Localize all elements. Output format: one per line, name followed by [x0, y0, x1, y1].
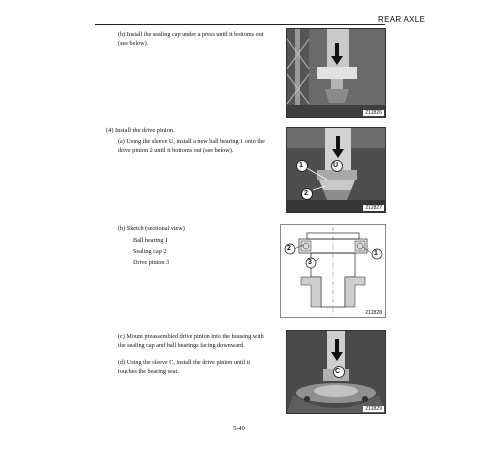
step-install-with-sleeve-c: (d) Using the sleeve C, install the drive pinion until it touches the bearing seat.: [118, 359, 251, 375]
callout-sleeve-c: C: [335, 368, 341, 375]
step-mount-pinion: (c) Mount preassembled drive pinion into the housing with the sealing cap and ball bearings facing downward.: [118, 333, 264, 349]
step-install-drive-pinion: (4) Install the drive pinion.: [106, 127, 175, 134]
sectional-view-sketch: [280, 224, 386, 318]
photo-sleeve-c-install: [286, 330, 386, 414]
sketch-legend: [133, 235, 169, 268]
callout-ball-bearing: 1: [374, 250, 378, 257]
figure-code: 212827: [365, 205, 382, 211]
callout-sealing-cap: 2: [287, 245, 291, 252]
figure-code: 212829: [365, 406, 382, 412]
legend-drive-pinion: Drive pinion 3: [133, 259, 170, 266]
header-rule: [95, 24, 385, 25]
callout-sleeve-u: U: [333, 162, 339, 169]
section-header: REAR AXLE: [378, 15, 426, 24]
legend-sealing-cap: Sealing cap 2: [133, 248, 167, 255]
step-install-ball-bearing: (a) Using the sleeve U, install a new ball bearing 1 onto the drive pinion 2 until it bottoms out (see below).: [118, 138, 265, 154]
legend-ball-bearing: Ball bearing 1: [133, 237, 169, 244]
step-sketch-title: (b) Sketch (sectional view): [118, 225, 185, 232]
photo-ball-bearing-install: [286, 127, 386, 213]
callout-ball-bearing: 1: [299, 162, 303, 169]
photo-sealing-cap-press: [286, 28, 386, 118]
callout-drive-pinion: 2: [304, 190, 308, 197]
figure-code: 212828: [365, 310, 382, 316]
callout-drive-pinion: 3: [308, 259, 312, 266]
step-install-sealing-cap: (b) Install the sealing cap under a press until it bottoms out (see below).: [118, 31, 264, 47]
page-number: 5-49: [233, 425, 245, 432]
figure-code: 212826: [365, 110, 382, 116]
